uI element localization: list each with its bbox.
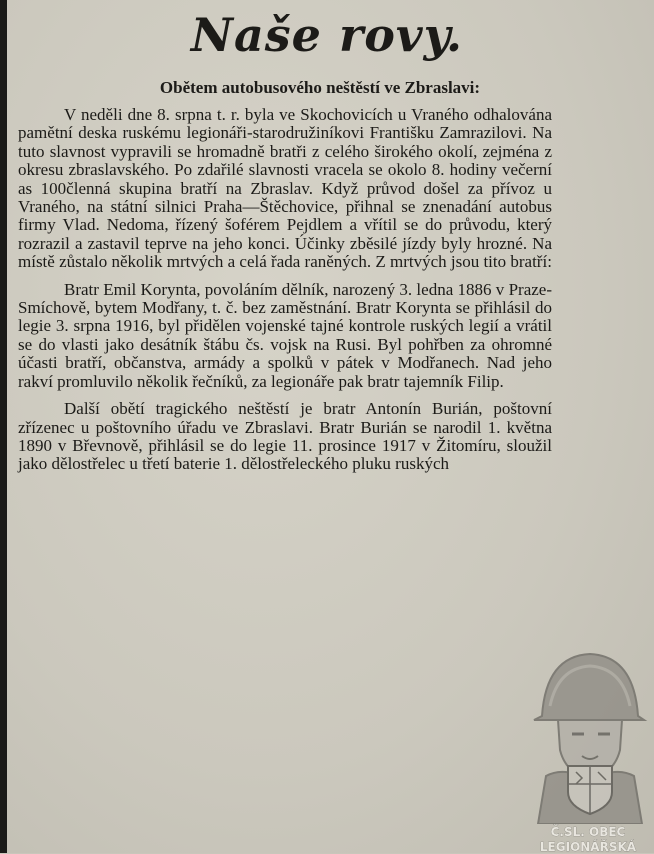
paragraph-2 <box>18 281 552 391</box>
article-body <box>18 106 552 474</box>
paragraph-1 <box>18 106 552 272</box>
paragraph-3-text: Další obětí tragického neštěstí je bratr Antonín Burián, poštovní zřízenec u poštovního úřadu ve Zbraslavi. Bratr Burián se narodil 1. května 1890 v Břevnově, přihlásil se do legie 11. prosince 1917 v Žitomíru, sloužil jako dělostřelec u třetí baterie 1. dělostřeleckého pluku ruských <box>18 399 552 474</box>
article-title: Naše rovy. <box>190 8 464 62</box>
legionnaire-helmet-icon <box>524 646 652 824</box>
watermark-line-1: Č.SL. OBEC <box>550 825 626 839</box>
page-edge <box>0 0 7 853</box>
paragraph-2-text: Bratr Emil Korynta, povoláním dělník, narozený 3. ledna 1886 v Praze-Smíchově, bytem Modřany, t. č. bez zaměstnání. Bratr Korynta se přihlásil do legie 3. srpna 1916, byl přidělen vojenské tajné kontrole ruských legií a vrátil se do vlasti jako desátník štábu čs. vojsk na Rusi. Byl pohřben za ohromné účasti bratří, občanstva, armády a spolků v pátek v Modřanech. Nad jeho rakví promluvilo několik řečníků, za legionáře pak bratr tajemník Filip. <box>18 279 552 391</box>
watermark-line-2: LEGIONÁŘSKÁ <box>539 840 637 854</box>
watermark-text <box>524 824 652 854</box>
article-subtitle: Obětem autobusového neštěstí ve Zbraslavi: <box>159 78 481 97</box>
paragraph-3 <box>18 400 552 474</box>
paragraph-1-text: V neděli dne 8. srpna t. r. byla ve Skochovicích u Vraného odhalována pamětní deska ruskému legionáři-starodružiníkovi Františku Zamrazilovi. Na tuto slavnost vypravili se hromadně bratři z celého širokého okolí, zejména z okresu zbraslavského. Po zdařilé slavnosti vracela se okolo 8. hodiny večerní as 100členná skupina bratří na Zbraslav. Když průvod došel za přívoz u Vraného, na státní silnici Praha—Štěchovice, přihnal se znenadání autobus firmy Vlad. Nedoma, řízený šoférem Pejdlem a vřítil se do průvodu, který rozrazil a zastavil teprve na jeho konci. Účinky zběsilé jízdy byly hrozné. Na místě zůstalo několik mrtvých a celá řada raněných. Z mrtvých jsou tito bratří: <box>18 105 552 272</box>
legion-watermark-logo <box>524 646 652 854</box>
